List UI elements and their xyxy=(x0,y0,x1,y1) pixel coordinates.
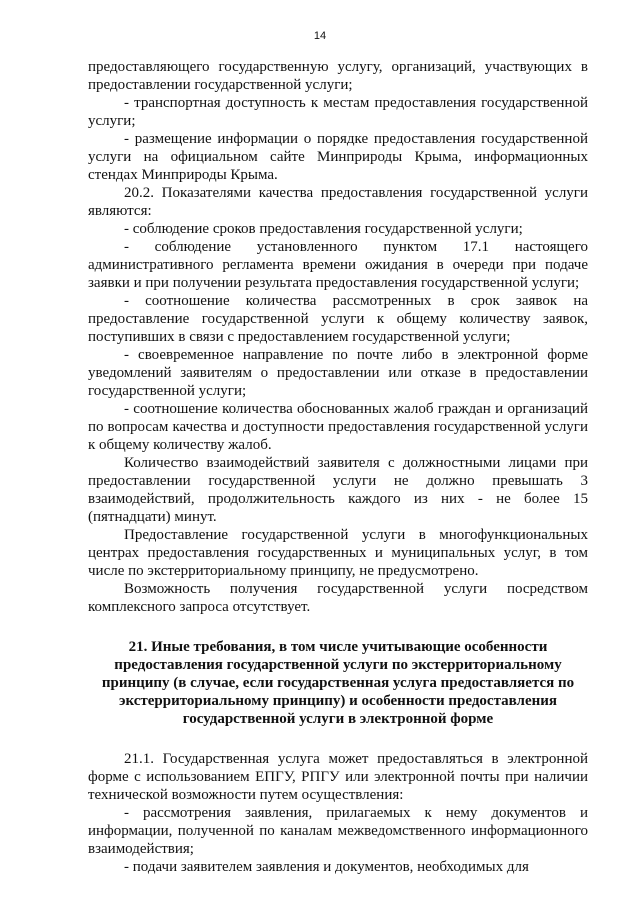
list-item: - подачи заявителем заявления и документов, необходимых для xyxy=(124,859,529,875)
list-item: - соотношение количества рассмотренных в срок заявок на предоставление государственной услуги к общему количеству заявок, поступивших в связи с предоставлением государственной услуги; xyxy=(88,293,588,345)
section-heading: 21. Иные требования, в том числе учитывающие особенности предоставления государственной услуги по экстерриториальному принципу (в случае, если государственная услуга предоставляется по экстерриториальному принципу) и особенности предоставления государственной услуги в электронной форме xyxy=(101,639,575,727)
list-item: - своевременное направление по почте либо в электронной форме уведомлений заявителям о предоставлении или отказе в предоставлении государственной услуги; xyxy=(88,347,588,399)
list-item: - соблюдение сроков предоставления государственной услуги; xyxy=(124,221,523,237)
paragraph: Количество взаимодействий заявителя с должностными лицами при предоставлении государственной услуги не должно превышать 3 взаимодействий, продолжительность каждого из них - не более 15 (пятнадцати) минут. xyxy=(88,455,588,525)
paragraph: Предоставление государственной услуги в многофункциональных центрах предоставления государственных и муниципальных услуг, в том числе по экстерриториальному принципу, не предусмотрено. xyxy=(88,527,588,579)
list-item: - соотношение количества обоснованных жалоб граждан и организаций по вопросам качества и доступности предоставления государственной услуги к общему количеству жалоб. xyxy=(88,401,588,453)
list-item: - транспортная доступность к местам предоставления государственной услуги; xyxy=(88,95,588,129)
list-item: - рассмотрения заявления, прилагаемых к нему документов и информации, полученной по каналам межведомственного информационного взаимодействия; xyxy=(88,805,588,857)
document-body xyxy=(88,58,588,876)
list-item: - размещение информации о порядке предоставления государственной услуги на официальном сайте Минприроды Крыма, информационных стендах Минприроды Крыма. xyxy=(88,131,588,183)
paragraph: предоставляющего государственную услугу, организаций, участвующих в предоставлении государственной услуги; xyxy=(88,59,588,93)
page-number: 14 xyxy=(313,30,327,42)
paragraph: Возможность получения государственной услуги посредством комплексного запроса отсутствует. xyxy=(88,581,588,615)
paragraph: 21.1. Государственная услуга может предоставляться в электронной форме с использованием ЕПГУ, РПГУ или электронной почты при наличии технической возможности путем осуществления: xyxy=(88,751,588,803)
list-item: - соблюдение установленного пунктом 17.1 настоящего административного регламента времени ожидания в очереди при подаче заявки и при получении результата предоставления государственной услуги; xyxy=(88,239,588,291)
paragraph: 20.2. Показателями качества предоставления государственной услуги являются: xyxy=(88,185,588,219)
